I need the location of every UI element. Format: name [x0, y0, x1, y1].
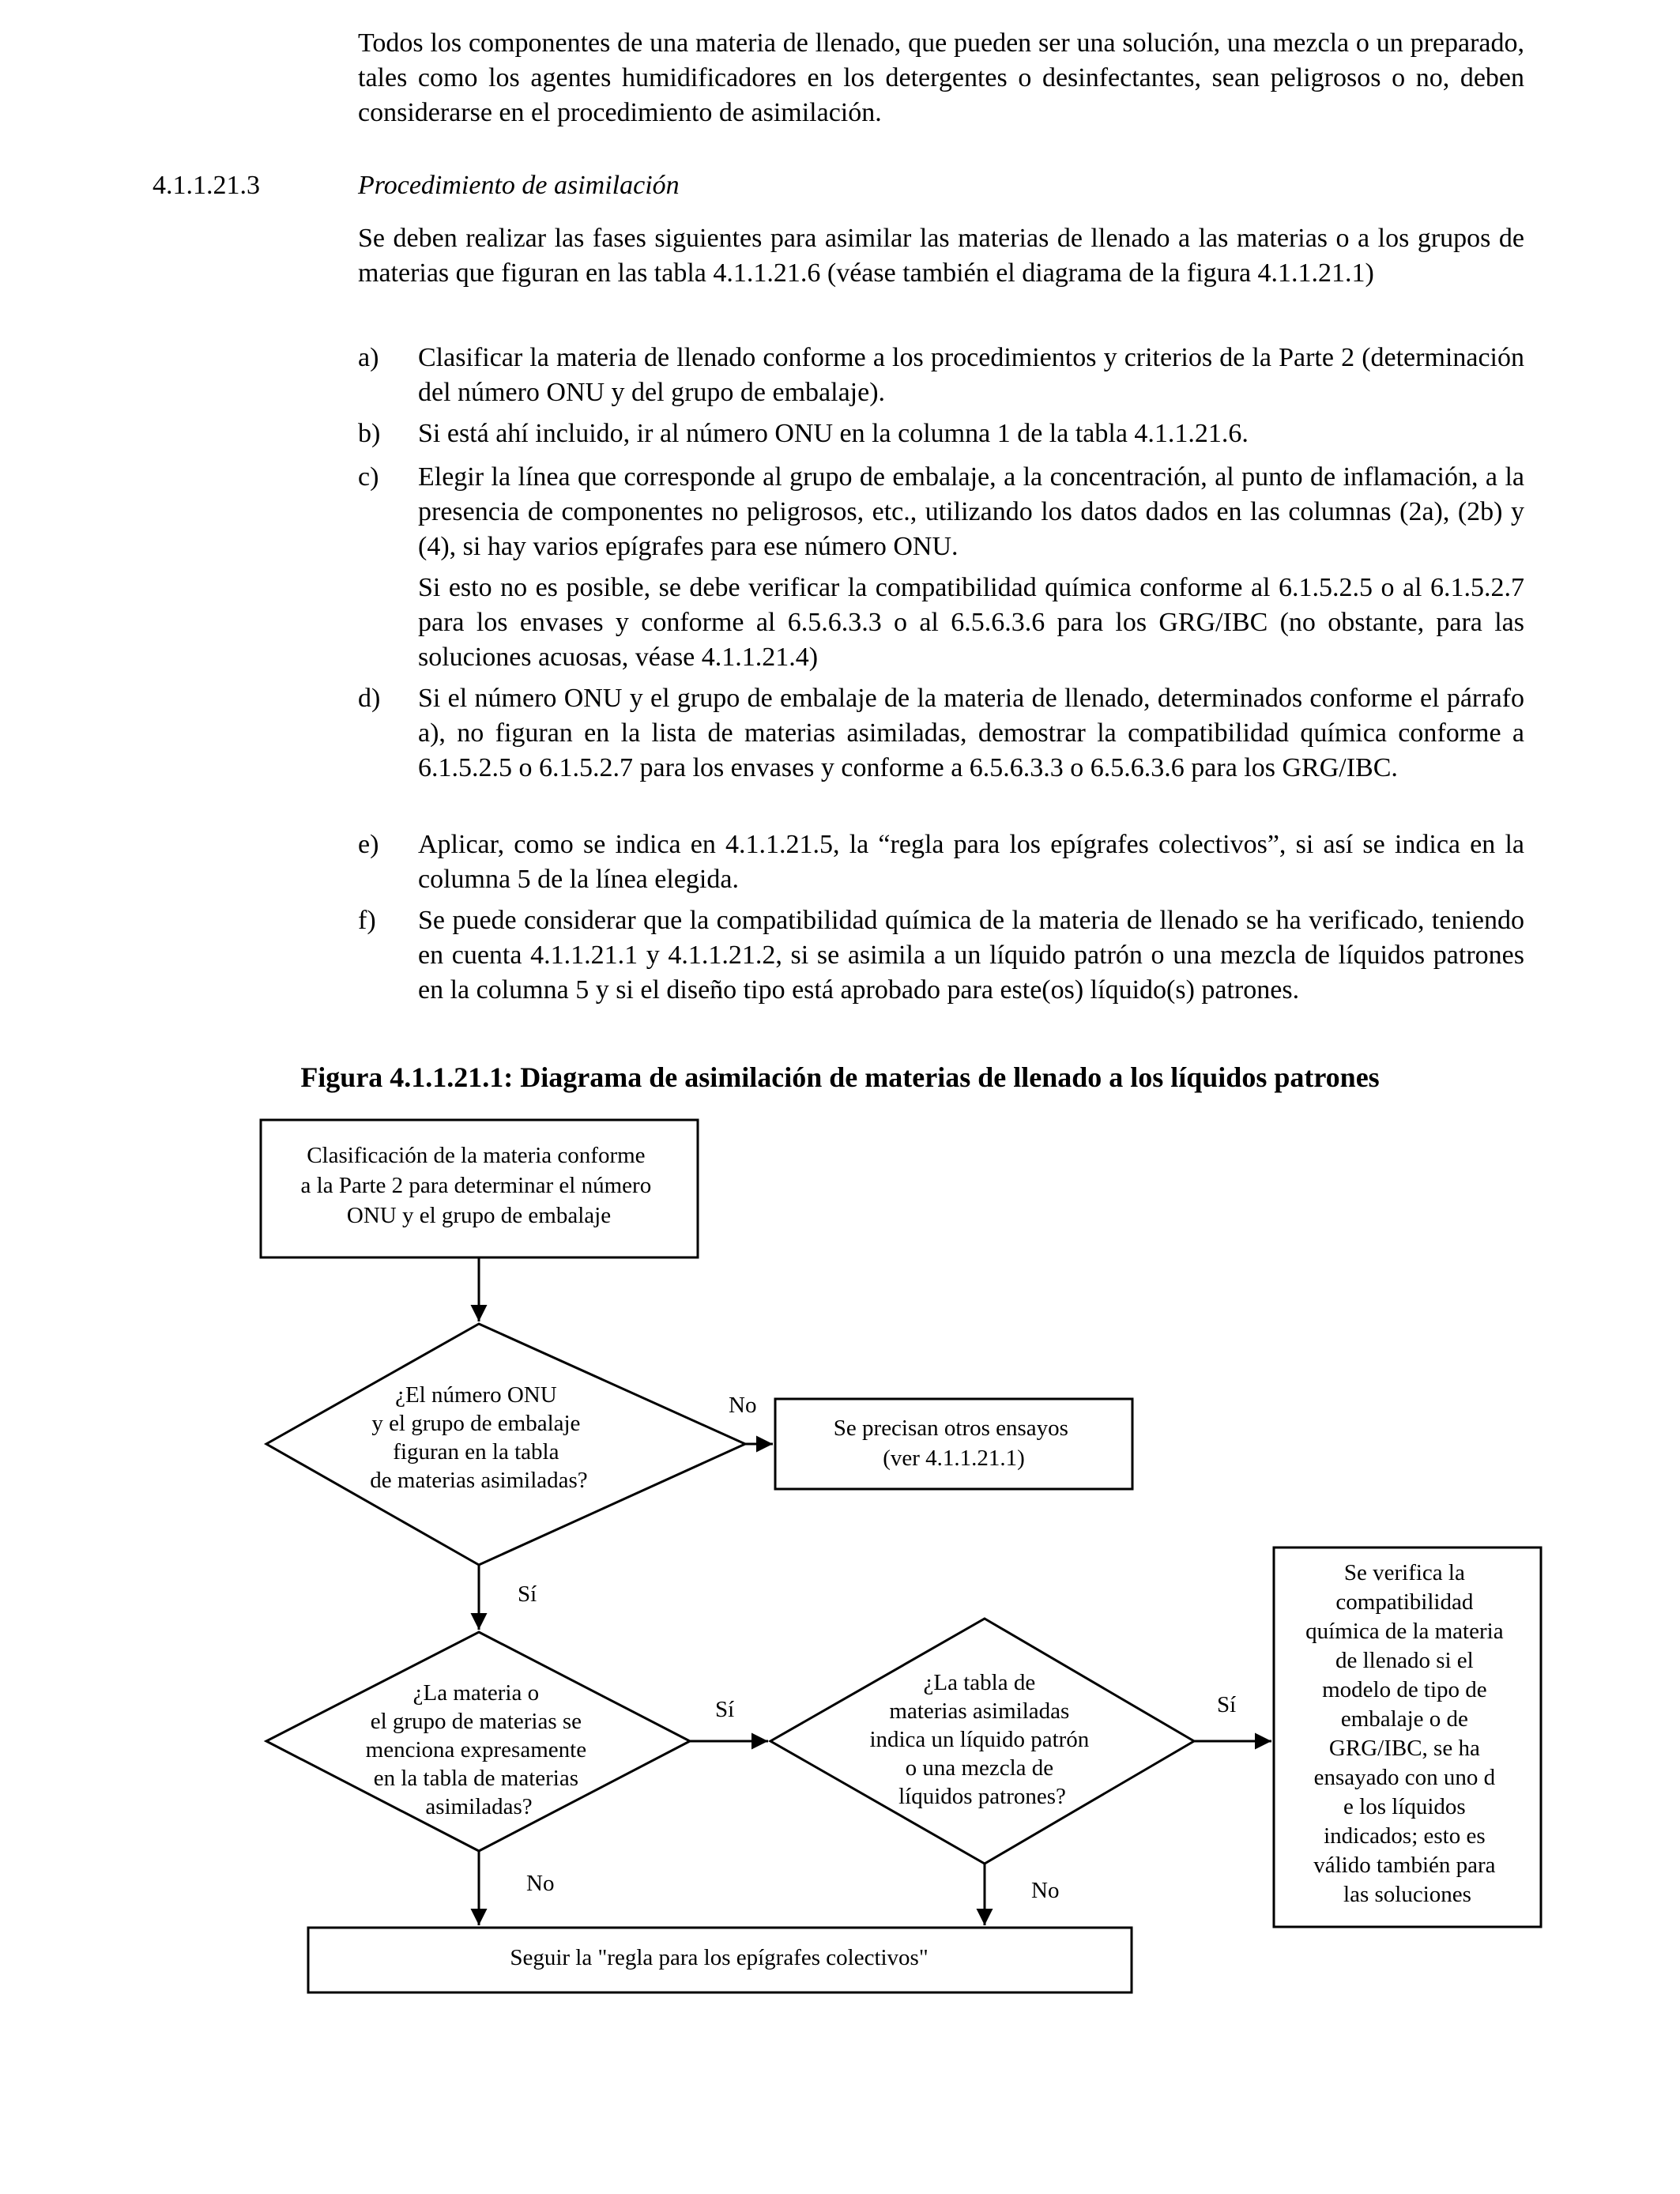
- list-item-text: Si el número ONU y el grupo de embalaje de la materia de llenado, determinados conforme el párrafo a), no figuran en la lista de materias asimiladas, demostrar la compatibilidad química conforme a 6.1.5.2.5 o 6.1.5.2.7 para los envases y conforme a 6.5.6.3.3 o 6.5.6.3.6 para los GRG/IBC.: [418, 684, 1524, 782]
- other-tests-box: [775, 1399, 1132, 1489]
- section-intro: Se deben realizar las fases siguientes para asimilar las materias de llenado a las materias o a los grupos de materias que figuran en las tabla 4.1.1.21.6 (véase también el diagrama de la figura 4.1.1.21.1): [358, 224, 1524, 288]
- list-item-text: Aplicar, como se indica en 4.1.1.21.5, la “regla para los epígrafes colectivos”, si así se indica en la columna 5 de la línea elegida.: [418, 830, 1524, 894]
- decision-standard-liquid-text: ¿La tabla de materias asimiladas indica un líquido patrón o una mezcla de líquidos patrones?: [869, 1670, 1090, 1809]
- list-item-text: Si está ahí incluido, ir al número ONU en la columna 1 de la tabla 4.1.1.21.6.: [418, 419, 1249, 448]
- decision-un-number-text: ¿El número ONU y el grupo de embalaje figuran en la tabla de materias asimiladas?: [370, 1382, 588, 1493]
- list-item-text: Se puede considerar que la compatibilidad química de la materia de llenado se ha verificado, teniendo en cuenta 4.1.1.21.1 y 4.1.1.21.2, si se asimila a un líquido patrón o una mezcla de líquidos patrones en la columna 5 y si el diseño tipo está aprobado para este(os) líquido(s) patrones.: [418, 906, 1524, 1005]
- list-item-label: f): [358, 906, 376, 935]
- label-si: Sí: [715, 1697, 735, 1722]
- list-item-label: c): [358, 462, 379, 492]
- verified-compatibility-text: Se verifica la compatibilidad química de la materia de llenado si el modelo de tipo de embalaje o de GRG/IBC, se ha ensayado con uno d e los líquidos indicados; esto es válido también para las soluciones: [1305, 1560, 1504, 1907]
- list-item-label: e): [358, 830, 379, 859]
- list-item-text: Elegir la línea que corresponde al grupo de embalaje, a la concentración, al punto de inflamación, a la presencia de componentes no peligrosos, etc., utilizando los datos dados en las columnas (2a), (2b) y (4), si hay varios epígrafes para ese número ONU.: [418, 462, 1524, 561]
- list-item-label: a): [358, 343, 379, 372]
- start-box-text: Clasificación de la materia conforme a la Parte 2 para determinar el número ONU y el grupo de embalaje: [300, 1143, 652, 1228]
- list-item-label: d): [358, 684, 381, 713]
- label-si: Sí: [1217, 1692, 1237, 1717]
- label-no: No: [729, 1393, 757, 1418]
- decision-substance-listed-text: ¿La materia o el grupo de materias se menciona expresamente en la tabla de materias asimiladas?: [365, 1680, 587, 1819]
- label-no: No: [1031, 1878, 1060, 1903]
- label-si: Sí: [518, 1581, 537, 1607]
- section-number: 4.1.1.21.3: [153, 171, 260, 200]
- collective-entries-text: Seguir la "regla para los epígrafes colectivos": [510, 1945, 929, 1970]
- section-title: Procedimiento de asimilación: [358, 171, 680, 200]
- list-item-text: Si esto no es posible, se debe verificar la compatibilidad química conforme al 6.1.5.2.5 o al 6.1.5.2.7 para los envases y conforme al 6.5.6.3.3 o al 6.5.6.3.6 para los GRG/IBC (no obstante, para las soluciones acuosas, véase 4.1.1.21.4): [418, 573, 1524, 672]
- list-item-label: b): [358, 419, 381, 448]
- intro-paragraph: Todos los componentes de una materia de llenado, que pueden ser una solución, una mezcla o un preparado, tales como los agentes humidificadores en los detergentes o desinfectantes, sean peligrosos o no, deben considerarse en el procedimiento de asimilación.: [358, 28, 1524, 127]
- figure-title: Figura 4.1.1.21.1: Diagrama de asimilación de materias de llenado a los líquidos patrones: [300, 1061, 1380, 1093]
- other-tests-box-text: Se precisan otros ensayos (ver 4.1.1.21.1): [833, 1416, 1068, 1471]
- label-no: No: [526, 1871, 555, 1896]
- list-item-text: Clasificar la materia de llenado conforme a los procedimientos y criterios de la Parte 2 (determinación del número ONU y del grupo de embalaje).: [418, 343, 1524, 407]
